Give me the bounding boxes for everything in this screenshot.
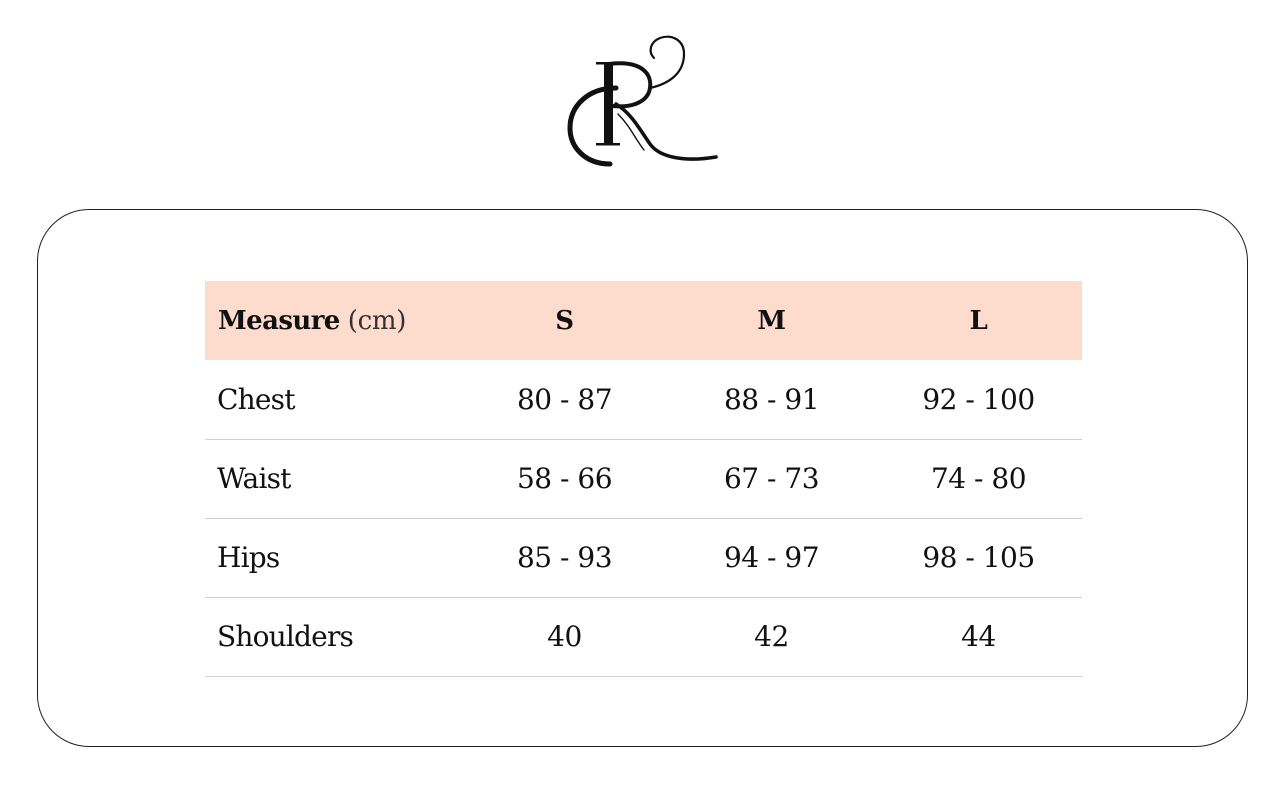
cr-monogram-logo [560,30,725,170]
table-row-chest [205,360,1082,439]
cell-value: 42 [668,597,875,676]
header-size-s: S [555,305,574,336]
cell-value: 92 - 100 [875,360,1082,439]
table-row-hips [205,518,1082,597]
cell-value: 74 - 80 [875,439,1082,518]
cell-value: 58 - 66 [461,439,668,518]
cell-value: 44 [875,597,1082,676]
header-measure-cell [205,281,461,360]
cell-value: 98 - 105 [875,518,1082,597]
cell-value: 80 - 87 [461,360,668,439]
header-unit-label: (cm) [347,305,407,336]
row-label: Waist [205,439,461,518]
cell-value: 88 - 91 [668,360,875,439]
row-label: Shoulders [205,597,461,676]
cell-value: 67 - 73 [668,439,875,518]
cell-value: 40 [461,597,668,676]
cell-value: 85 - 93 [461,518,668,597]
table-row-shoulders [205,597,1082,676]
header-measure-label: Measure [218,305,340,336]
table-row-waist [205,439,1082,518]
header-size-m: M [757,305,786,336]
header-size-l: L [969,305,988,336]
row-label: Chest [205,360,461,439]
row-label: Hips [205,518,461,597]
size-chart-table [205,281,1082,677]
table-header-row [205,281,1082,360]
cell-value: 94 - 97 [668,518,875,597]
